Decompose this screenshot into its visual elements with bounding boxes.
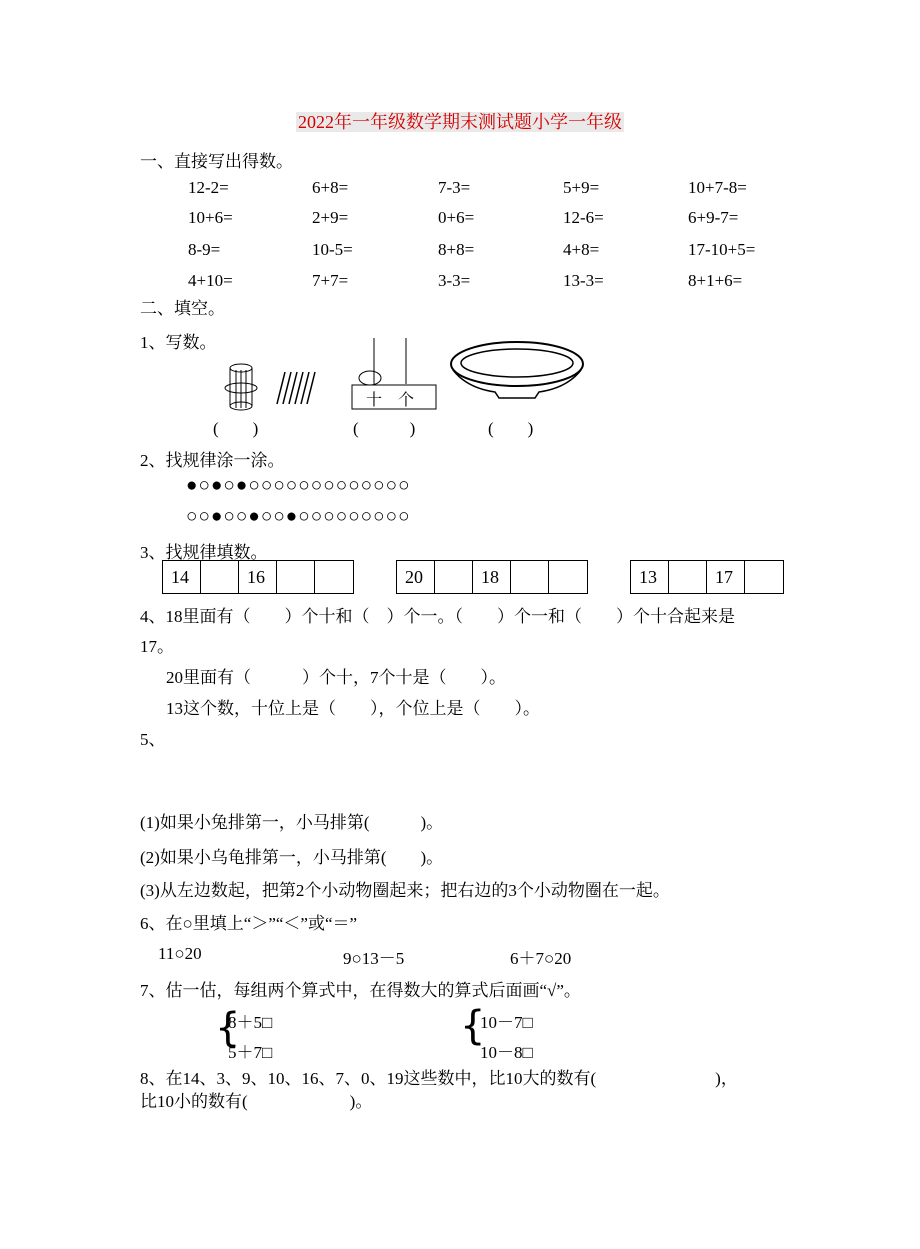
seq-cell: 17 — [707, 561, 745, 593]
seq-cell-blank[interactable] — [435, 561, 473, 593]
calc-item: 7-3= — [438, 178, 471, 197]
q3-sequence-box-1 — [162, 560, 354, 594]
seq-cell-blank[interactable] — [549, 561, 587, 593]
q7-group1-item[interactable]: 8＋5□ — [228, 1013, 273, 1032]
calc-item: 4+10= — [188, 271, 233, 290]
q3-sequence-box-3 — [630, 560, 784, 594]
q4-line-1: 4、18里面有（ ）个十和（ ）个一。（ ）个一和（ ）个十合起来是 — [140, 607, 735, 626]
seq-cell-blank[interactable] — [669, 561, 707, 593]
q2-label: 2、找规律涂一涂。 — [140, 451, 285, 470]
calc-item: 4+8= — [563, 240, 600, 259]
calc-item: 10+7-8= — [688, 178, 747, 197]
seq-cell: 14 — [163, 561, 201, 593]
abacus-label: 十 个 — [366, 392, 415, 409]
seq-cell-blank[interactable] — [201, 561, 239, 593]
calc-item: 8-9= — [188, 240, 221, 259]
q5-part-2: (2)如果小乌龟排第一，小马排第( )。 — [140, 848, 444, 867]
calc-item: 12-2= — [188, 178, 229, 197]
plate-illustration — [447, 340, 587, 402]
q2-pattern-row-2: ○○●○○●○○●○○○○○○○○○ — [186, 506, 411, 527]
left-brace-icon: { — [460, 1003, 486, 1049]
seq-cell: 18 — [473, 561, 511, 593]
q4-line-2: 17。 — [140, 637, 174, 656]
calc-item: 12-6= — [563, 208, 604, 227]
calc-item: 5+9= — [563, 178, 600, 197]
calc-item: 2+9= — [312, 208, 349, 227]
seq-cell-blank[interactable] — [511, 561, 549, 593]
calc-item: 17-10+5= — [688, 240, 756, 259]
seq-cell: 20 — [397, 561, 435, 593]
q7-label: 7、估一估，每组两个算式中，在得数大的算式后面画“√”。 — [140, 981, 581, 1000]
q1-answer-2[interactable]: ( ) — [353, 419, 416, 438]
q4-line-4: 13这个数，十位上是（ ），个位上是（ ）。 — [166, 699, 540, 718]
q7-group2-item[interactable]: 10－8□ — [480, 1043, 533, 1062]
seq-cell: 16 — [239, 561, 277, 593]
section-1-heading: 一、直接写出得数。 — [140, 152, 293, 171]
q5-label: 5、 — [140, 730, 166, 749]
calc-item: 10-5= — [312, 240, 353, 259]
q5-part-3: (3)从左边数起，把第2个小动物圈起来；把右边的3个小动物圈在一起。 — [140, 881, 670, 900]
q8-line-2: 比10小的数有( )。 — [140, 1092, 373, 1111]
q6-item[interactable]: 6＋7○20 — [510, 949, 572, 968]
seq-cell: 13 — [631, 561, 669, 593]
q1-answer-3[interactable]: ( ) — [488, 419, 534, 438]
q7-group1-item[interactable]: 5＋7□ — [228, 1043, 273, 1062]
seq-cell-blank[interactable] — [745, 561, 783, 593]
q3-label: 3、找规律填数。 — [140, 543, 268, 562]
title-text: 2022年一年级数学期末测试题小学一年级 — [298, 112, 622, 132]
calc-item: 0+6= — [438, 208, 475, 227]
calc-item: 10+6= — [188, 208, 233, 227]
q3-sequence-box-2 — [396, 560, 588, 594]
q7-group2-item[interactable]: 10－7□ — [480, 1013, 533, 1032]
q6-label: 6、在○里填上“＞”“＜”或“＝” — [140, 914, 358, 933]
q4-line-3: 20里面有（ ）个十，7个十是（ ）。 — [166, 668, 506, 687]
calc-item: 6+9-7= — [688, 208, 739, 227]
calc-item: 3-3= — [438, 271, 471, 290]
page-title — [0, 108, 920, 134]
calc-item: 8+1+6= — [688, 271, 743, 290]
section-2-heading: 二、填空。 — [140, 299, 225, 318]
calc-item: 7+7= — [312, 271, 349, 290]
q1-answer-1[interactable]: ( ) — [213, 419, 259, 438]
bundle-and-sticks-illustration — [215, 360, 325, 415]
q2-pattern-row-1: ●○●○●○○○○○○○○○○○○○ — [186, 475, 411, 496]
left-brace-icon: { — [215, 1005, 241, 1051]
q8-line-1: 8、在14、3、9、10、16、7、0、19这些数中，比10大的数有( )， — [140, 1069, 738, 1088]
q1-label: 1、写数。 — [140, 333, 217, 352]
q6-item[interactable]: 11○20 — [158, 944, 202, 963]
calc-item: 8+8= — [438, 240, 475, 259]
calc-item: 13-3= — [563, 271, 604, 290]
q5-part-1: (1)如果小兔排第一，小马排第( )。 — [140, 813, 444, 832]
seq-cell-blank[interactable] — [315, 561, 353, 593]
q6-item[interactable]: 9○13－5 — [343, 949, 405, 968]
seq-cell-blank[interactable] — [277, 561, 315, 593]
calc-item: 6+8= — [312, 178, 349, 197]
